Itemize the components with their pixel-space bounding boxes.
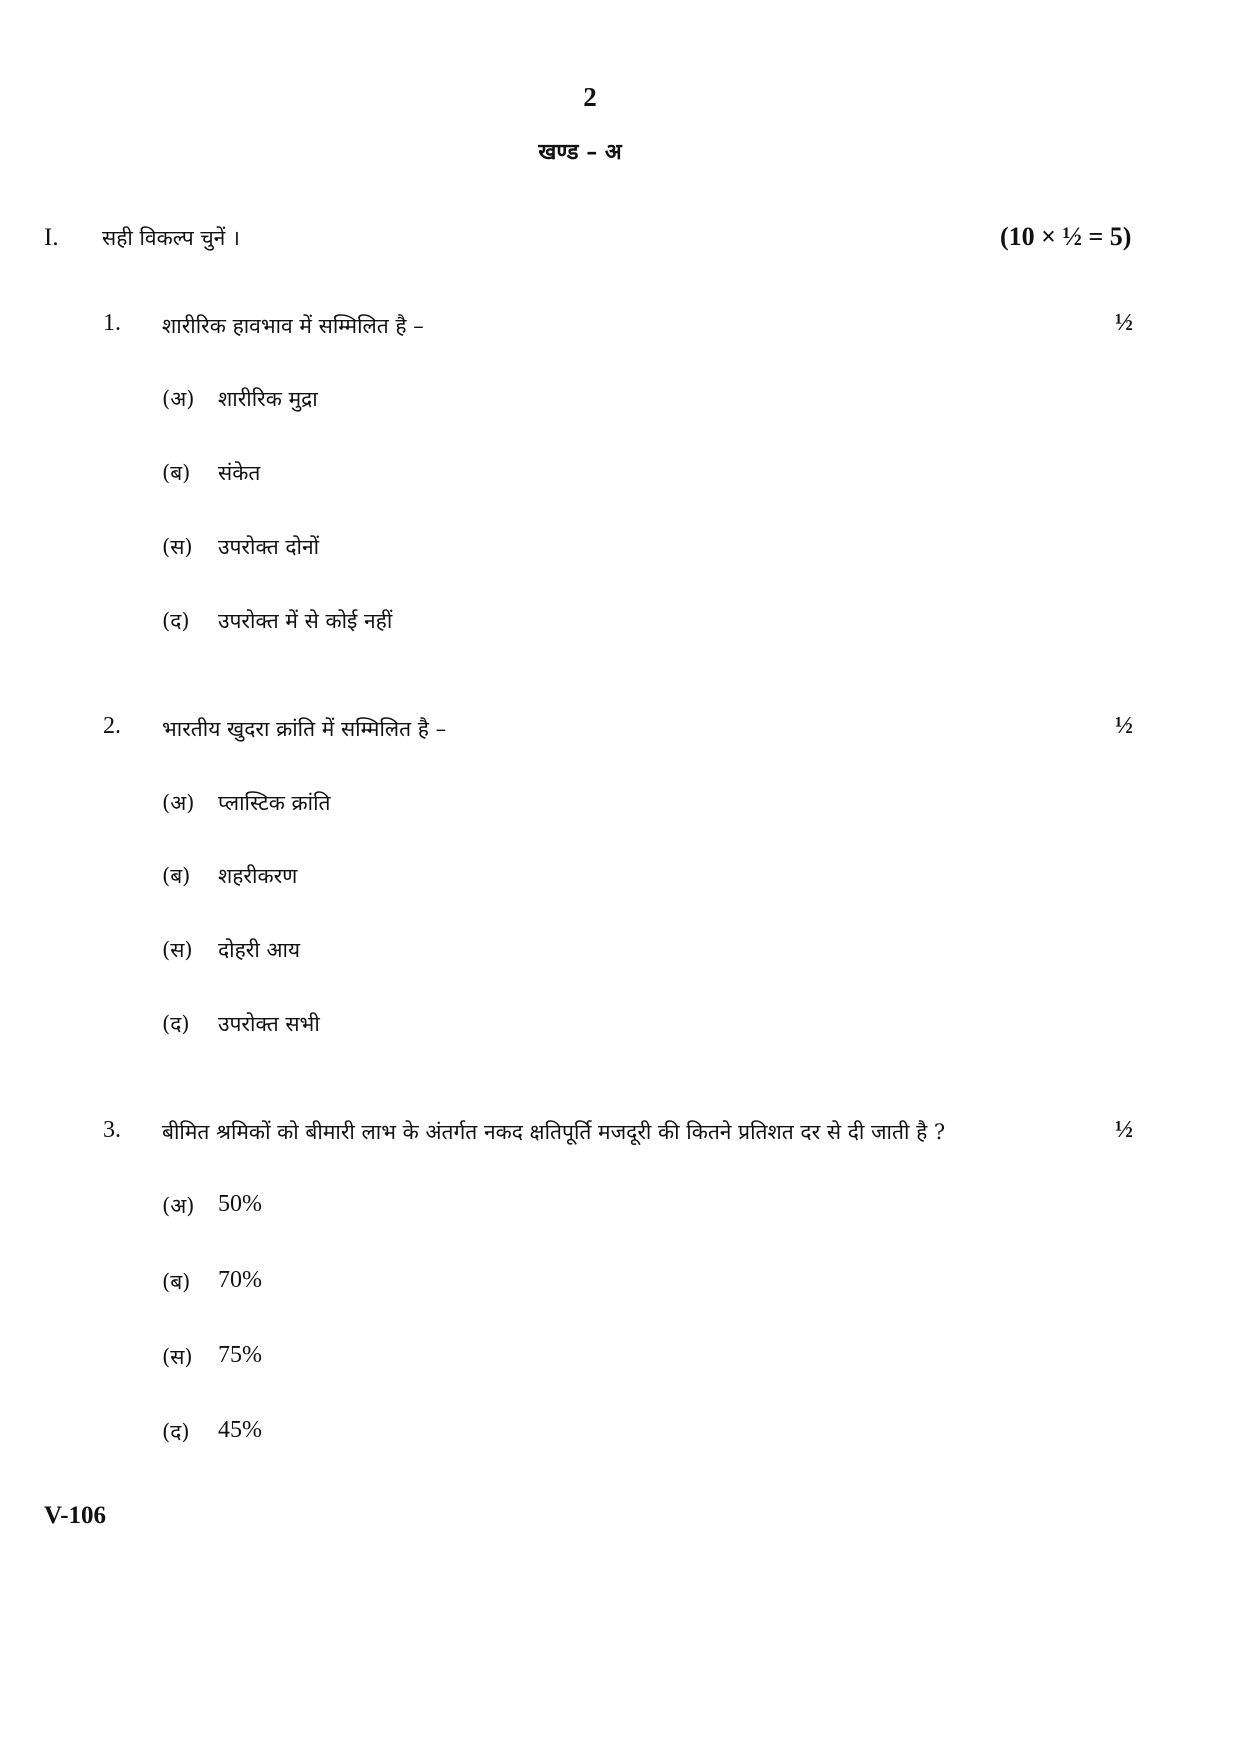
option-text: प्लास्टिक क्रांति xyxy=(218,791,331,815)
option-label: (ब) xyxy=(162,864,191,888)
option-label: (द) xyxy=(162,1012,190,1036)
option-label: (स) xyxy=(162,1345,193,1369)
page-number: 2 xyxy=(583,82,597,112)
option-label: (अ) xyxy=(162,791,195,815)
option-text: 70% xyxy=(218,1267,262,1293)
question-text: बीमित श्रमिकों को बीमारी लाभ के अंतर्गत नकद क्षतिपूर्ति मजदूरी की कितने प्रतिशत दर से दी जाती है ? xyxy=(162,1120,946,1144)
question-number: 2. xyxy=(103,713,121,739)
option-label: (ब) xyxy=(162,461,191,485)
question-number: 3. xyxy=(103,1117,121,1143)
question-text: भारतीय खुदरा क्रांति में सम्मिलित है – xyxy=(162,717,447,741)
part-instruction: सही विकल्प चुनें । xyxy=(102,226,240,250)
option-label: (स) xyxy=(162,535,193,559)
option-text: दोहरी आय xyxy=(218,938,301,962)
question-marks: ½ xyxy=(1115,310,1133,336)
question-marks: ½ xyxy=(1115,1117,1133,1143)
option-text: संकेत xyxy=(218,461,261,485)
option-label: (द) xyxy=(162,1420,190,1444)
option-label: (स) xyxy=(162,938,193,962)
option-label: (ब) xyxy=(162,1270,191,1294)
option-text: उपरोक्त में से कोई नहीं xyxy=(218,609,393,633)
option-text: 50% xyxy=(218,1191,262,1217)
option-text: उपरोक्त सभी xyxy=(218,1012,320,1036)
section-title: खण्ड – अ xyxy=(538,139,622,165)
question-number: 1. xyxy=(103,310,121,336)
option-text: शहरीकरण xyxy=(218,864,298,888)
paper-code: V-106 xyxy=(44,1502,107,1529)
option-label: (अ) xyxy=(162,387,195,411)
option-label: (द) xyxy=(162,609,190,633)
question-marks: ½ xyxy=(1115,713,1133,739)
option-text: 75% xyxy=(218,1342,262,1368)
part-roman-numeral: I. xyxy=(44,224,59,251)
part-total-marks: (10 × ½ = 5) xyxy=(1000,222,1132,251)
option-text: 45% xyxy=(218,1417,262,1443)
option-text: शारीरिक मुद्रा xyxy=(218,387,318,411)
question-text: शारीरिक हावभाव में सम्मिलित है – xyxy=(162,314,424,338)
option-label: (अ) xyxy=(162,1194,195,1218)
option-text: उपरोक्त दोनों xyxy=(218,535,320,559)
